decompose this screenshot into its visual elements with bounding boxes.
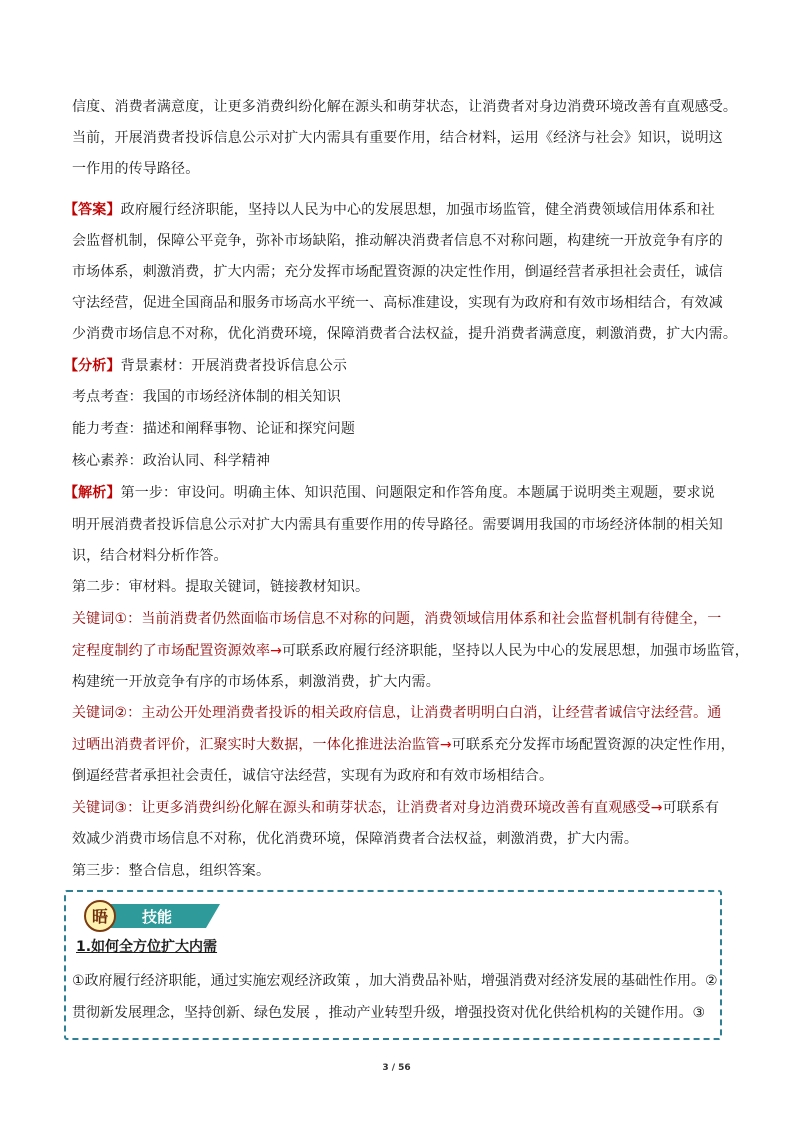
explanation-line: 识，结合材料分析作答。 xyxy=(72,548,228,564)
skill-banner xyxy=(78,898,228,932)
intro-line: 当前，开展消费者投诉信息公示对扩大内需具有重要作用，结合材料，运用《经济与社会》知识，说明这 xyxy=(72,130,723,146)
answer-line: 市场体系，刺激消费，扩大内需；充分发挥市场配置资源的决定性作用，倒逼经营者承担社会责任，诚信 xyxy=(72,264,723,280)
intro-line: 信度、消费者满意度，让更多消费纠纷化解在源头和萌芽状态，让消费者对身边消费环境改善有直观感受。 xyxy=(72,99,738,115)
skill-line: ①政府履行经济职能，通过实施宏观经济政策 ，加大消费品补贴，增强消费对经济发展的基础性作用。② xyxy=(72,973,718,989)
keyword-1-label: 关键词①： xyxy=(72,611,142,627)
explanation-tag: 【解析】 xyxy=(64,485,121,501)
keyword-2-line: 倒逼经营者承担社会责任，诚信守法经营，实现有为政府和有效市场相结合。 xyxy=(72,768,554,784)
skill-line: 贯彻新发展理念，坚持创新、绿色发展 ，推动产业转型升级，增强投资对优化供给机构的关键作用。③ xyxy=(72,1005,705,1021)
keyword-2-line: 关键词②：主动公开处理消费者投诉的相关政府信息，让消费者明明白白消，让经营者诚信守法经营。通 xyxy=(72,705,722,721)
answer-tag: 【答案】 xyxy=(64,202,121,218)
explanation-line: 【解析】第一步：审设问。明确主体、知识范围、问题限定和作答角度。本题属于说明类主观题，要求说 xyxy=(64,485,715,501)
explanation-step2: 第二步：审材料。提取关键词，链接教材知识。 xyxy=(72,579,370,595)
arrow-icon: → xyxy=(650,800,663,816)
analysis-tag: 【分析】 xyxy=(64,358,121,374)
analysis-topic: 考点考查：我国的市场经济体制的相关知识 xyxy=(72,389,341,405)
keyword-1-line: 关键词①：当前消费者仍然面临市场信息不对称的问题，消费领域信用体系和社会监督机制有待健全，一 xyxy=(72,611,722,627)
explanation-step3: 第三步：整合信息，组织答案。 xyxy=(72,863,271,879)
arrow-icon: → xyxy=(270,643,282,659)
skill-title: 1.如何全方位扩大内需 xyxy=(76,939,218,955)
answer-line: 少消费市场信息不对称，优化消费环境，保障消费者合法权益，提升消费者满意度，刺激消费，扩大内需。 xyxy=(72,326,738,342)
page-number: 3 / 56 xyxy=(382,1063,411,1073)
keyword-1-line: 构建统一开放竞争有序的市场体系，刺激消费，扩大内需。 xyxy=(72,674,440,690)
analysis-literacy: 核心素养：政治认同、科学精神 xyxy=(72,453,271,469)
keyword-2-line: 过晒出消费者评价，汇聚实时大数据，一体化推进法治监管→可联系充分发挥市场配置资源的决定性作用， xyxy=(72,737,735,753)
skill-box xyxy=(64,890,722,1040)
skill-banner-label: 技能 xyxy=(142,908,173,926)
answer-line: 守法经营，促进全国商品和服务市场高水平统一、高标准建设，实现有为政府和有效市场相结合，有效减 xyxy=(72,295,723,311)
keyword-3-line: 关键词③：让更多消费纠纷化解在源头和萌芽状态，让消费者对身边消费环境改善有直观感受→可联系有 xyxy=(72,800,720,816)
keyword-1-line: 定程度制约了市场配置资源效率→可联系政府履行经济职能，坚持以人民为中心的发展思想，加强市场监管， xyxy=(72,643,749,659)
keyword-3-line: 效减少消费市场信息不对称，优化消费环境，保障消费者合法权益，刺激消费，扩大内需。 xyxy=(72,831,638,847)
keyword-2-label: 关键词②： xyxy=(72,705,142,721)
analysis-line: 【分析】背景素材：开展消费者投诉信息公示 xyxy=(64,358,348,374)
explanation-line: 明开展消费者投诉信息公示对扩大内需具有重要作用的传导路径。需要调用我国的市场经济体制的相关知 xyxy=(72,517,723,533)
keyword-3-label: 关键词③： xyxy=(72,800,142,816)
skill-badge-icon: 晤 xyxy=(91,907,109,926)
answer-line: 【答案】政府履行经济职能，坚持以人民为中心的发展思想，加强市场监管，健全消费领域信用体系和社 xyxy=(64,202,715,218)
arrow-icon: → xyxy=(439,737,452,753)
analysis-ability: 能力考查：描述和阐释事物、论证和探究问题 xyxy=(72,421,355,437)
answer-line: 会监督机制，保障公平竞争，弥补市场缺陷，推动解决消费者信息不对称问题，构建统一开放竞争有序的 xyxy=(72,233,723,249)
intro-line: 一作用的传导路径。 xyxy=(72,161,200,177)
